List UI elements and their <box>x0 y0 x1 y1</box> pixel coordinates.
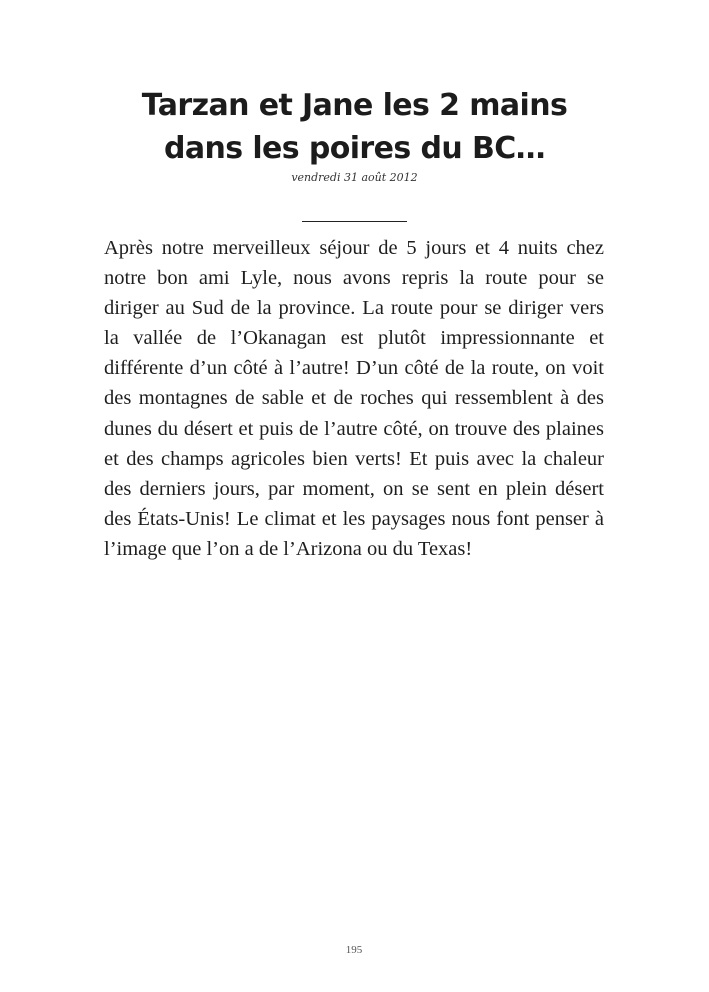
article-title <box>60 84 649 170</box>
page-number: 195 <box>345 944 363 956</box>
article-date: vendredi 31 août 2012 <box>291 171 418 184</box>
article-body: Après notre merveilleux séjour de 5 jours et 4 nuits chez notre bon ami Lyle, nous avons repris la route pour se diriger au Sud de la province. La route pour se diriger vers la vallée de l’Okanagan est plutôt impressionnante et différente d’un côté à l’autre! D’un côté de la route, on voit des montagnes de sable et de roches qui ressemblent à des dunes du désert et puis de l’autre côté, on trouve des plaines et des champs agricoles bien verts! Et puis avec la chaleur des derniers jours, par moment, on se sent en plein désert des États-Unis! Le climat et les paysages nous font penser à l’image que l’on a de l’Arizona ou du Texas! <box>104 237 604 560</box>
separator-rule <box>302 221 407 222</box>
article-title-line-2: dans les poires du BC… <box>163 131 546 166</box>
article-title-line-1: Tarzan et Jane les 2 mains <box>141 88 568 123</box>
